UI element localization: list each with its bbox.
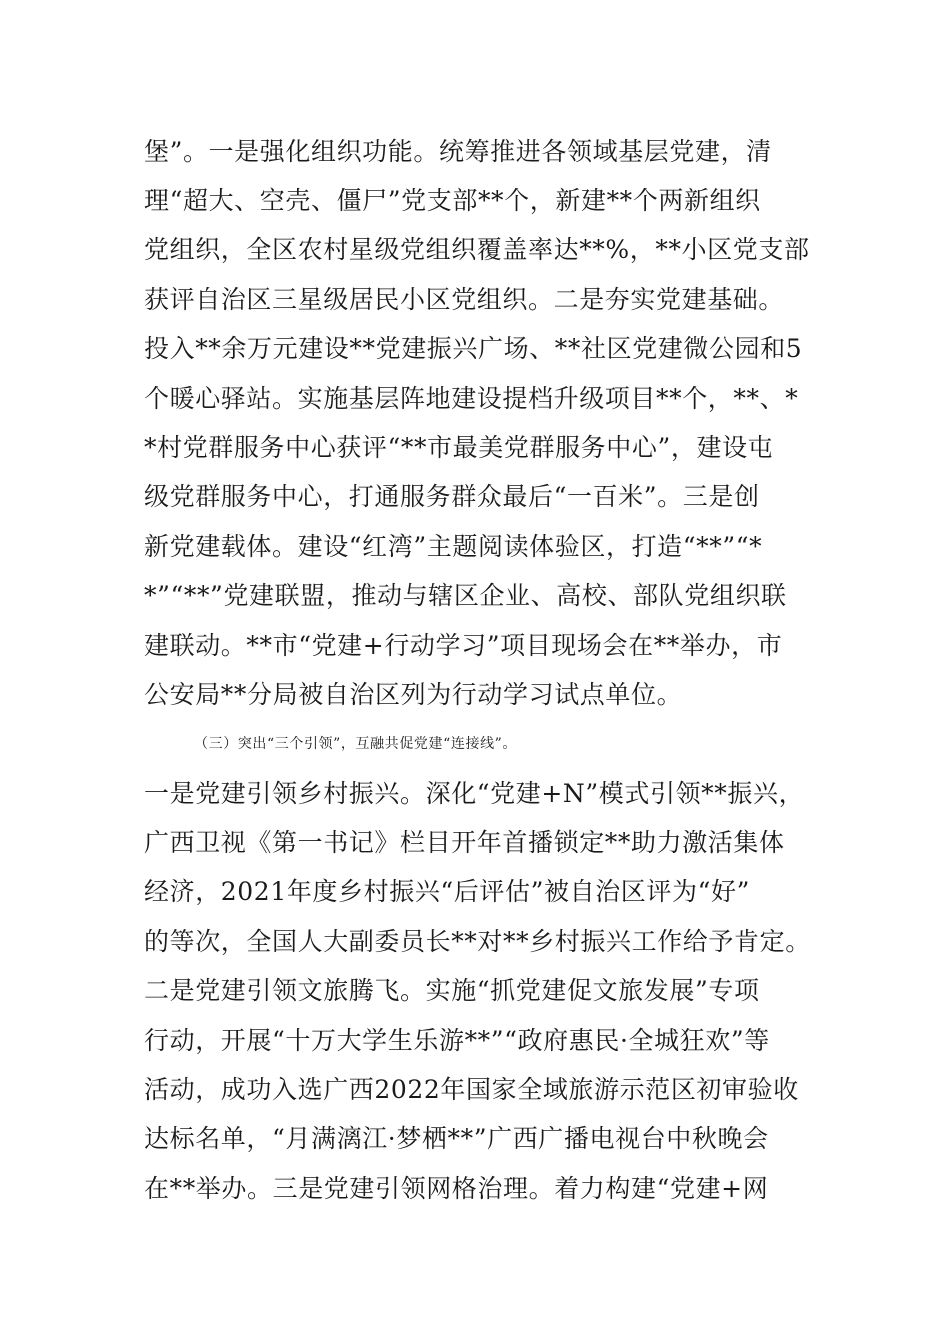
text-line: 堡”。一是强化组织功能。统筹推进各领域基层党建，清 <box>144 137 772 166</box>
text-line: 在**举办。三是党建引领网格治理。着力构建“党建+网 <box>144 1174 769 1203</box>
text-line: *”“**”党建联盟，推动与辖区企业、高校、部队党组织联 <box>144 581 787 610</box>
text-line: 获评自治区三星级居民小区党组织。二是夯实党建基础。 <box>144 285 785 314</box>
text-line: 广西卫视《第一书记》栏目开年首播锁定**助力激活集体 <box>144 828 785 857</box>
text-line: 级党群服务中心，打通服务群众最后“一百米”。三是创 <box>144 482 760 511</box>
text-line: 行动，开展“十万大学生乐游**”“政府惠民·全城狂欢”等 <box>144 1026 770 1055</box>
text-line: 达标名单，“月满漓江·梦栖**”广西广播电视台中秋晚会 <box>144 1124 769 1153</box>
text-line: 经济，2021年度乡村振兴“后评估”被自治区评为“好” <box>144 877 750 906</box>
text-line: 投入**余万元建设**党建振兴广场、**社区党建微公园和5 <box>144 334 803 363</box>
text-line: 公安局**分局被自治区列为行动学习试点单位。 <box>144 680 683 709</box>
text-line: 的等次，全国人大副委员长**对**乡村振兴工作给予肯定。 <box>144 927 811 956</box>
text-line: 活动，成功入选广西2022年国家全域旅游示范区初审验收 <box>144 1075 799 1104</box>
text-line: *村党群服务中心获评“**市最美党群服务中心”，建设屯 <box>144 433 774 462</box>
section-heading: （三）突出“三个引领”，互融共促党建“连接线”。 <box>194 736 518 752</box>
text-line: 建联动。**市“党建+行动学习”项目现场会在**举办，市 <box>144 631 783 660</box>
text-line: 二是党建引领文旅腾飞。实施“抓党建促文旅发展”专项 <box>144 976 760 1005</box>
text-line: 一是党建引领乡村振兴。深化“党建+N”模式引领**振兴， <box>144 779 805 808</box>
text-line: 新党建载体。建设“红湾”主题阅读体验区，打造“**”“* <box>144 532 763 561</box>
text-line: 个暖心驿站。实施基层阵地建设提档升级项目**个，**、* <box>144 384 799 413</box>
text-line: 党组织，全区农村星级党组织覆盖率达**%，**小区党支部 <box>144 235 810 264</box>
text-line: 理“超大、空壳、僵尸”党支部**个，新建**个两新组织 <box>144 186 761 215</box>
